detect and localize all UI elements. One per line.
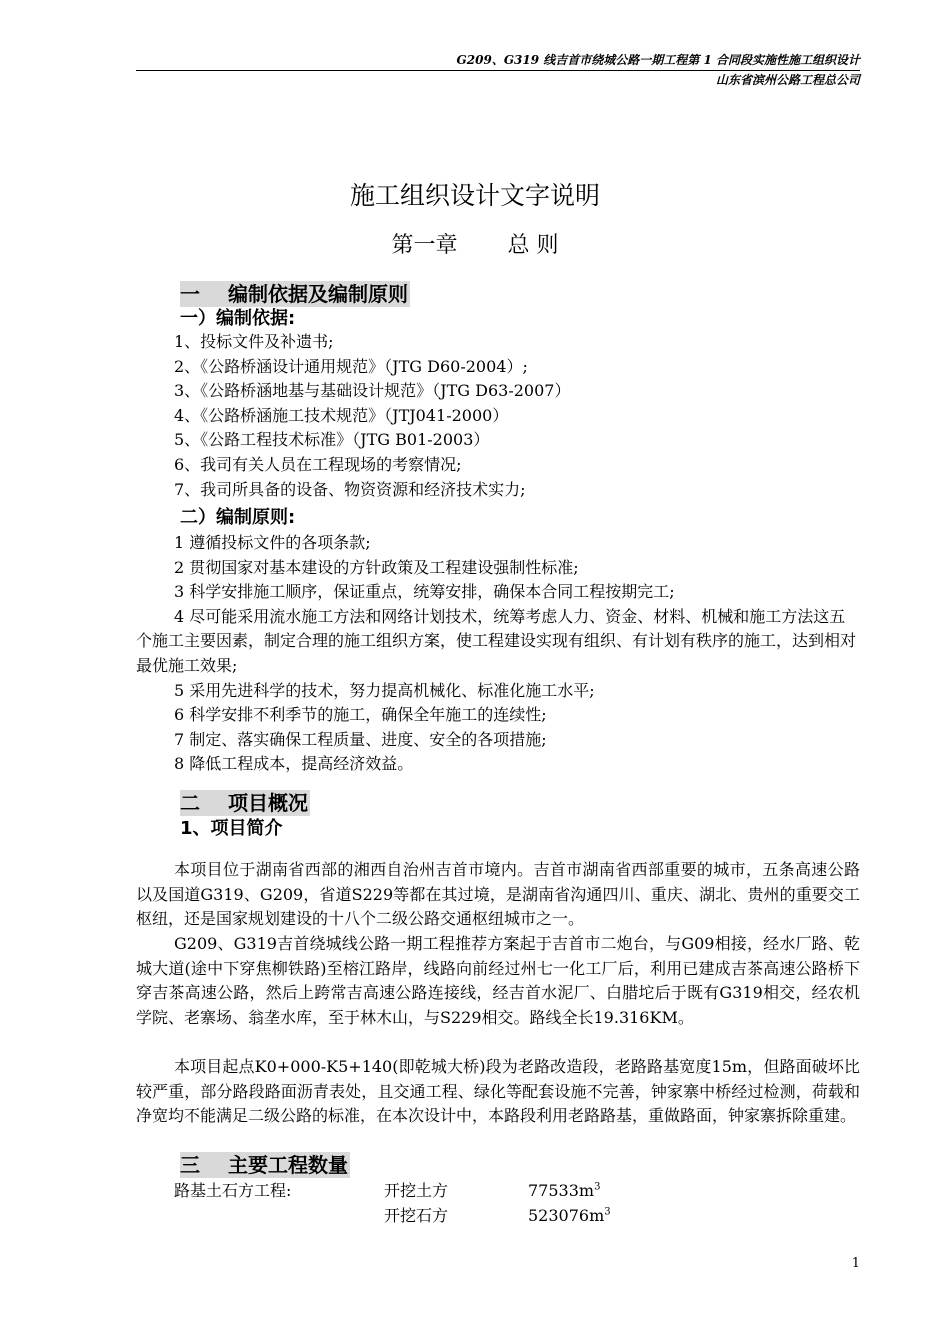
document-title: 施工组织设计文字说明: [349, 181, 600, 210]
list-item: 5、《公路工程技术标准》（JTG B01-2003）: [174, 430, 490, 450]
chapter-label: 第一章: [391, 233, 458, 258]
subsection-principle-title: 二）编制原则:: [180, 507, 296, 528]
list-item: 4 尽可能采用流水施工方法和网络计划技术，统筹考虑人力、资金、材料、机械和施工方法这五个施工主要因素，制定合理的施工组织方案，使工程建设实现有组织、有计划有秩序的施工，达到相对最优施工效果;: [136, 606, 857, 675]
list-item: 7 制定、落实确保工程质量、进度、安全的各项措施;: [174, 729, 547, 749]
header-rule: [136, 70, 860, 71]
subsection-intro-title: 1、项目简介: [180, 818, 283, 839]
list-item: 1 遵循投标文件的各项条款;: [174, 533, 371, 552]
section-heading-1: 一 编制依据及编制原则: [180, 282, 408, 306]
list-item: 5 采用先进科学的技术，努力提高机械化、标准化施工水平;: [174, 680, 595, 700]
section-heading-2: 二 项目概况: [180, 791, 308, 815]
paragraph: 本项目起点K0+000-K5+140(即乾城大桥)段为老路改造段，老路路基宽度15m，但路面破坏比较严重，部分路段路面沥青表处，且交通工程、绿化等配套设施不完善，钟家寨中桥经过检测，荷载和净宽均不能满足二级公路的标准，在本次设计中，本路段利用老路路基，重做路面，钟家寨拆除重建。: [136, 1057, 860, 1126]
page-number: 1: [851, 1256, 860, 1271]
chapter-name: 总 则: [507, 233, 559, 258]
running-header-title: G209、G319 线吉首市绕城公路一期工程第 1 合同段实施性施工组织设计: [456, 53, 860, 67]
paragraph: 本项目位于湖南省西部的湘西自治州吉首市境内。吉首市湖南省西部重要的城市，五条高速公路以及国道G319、G209，省道S229等都在其过境，是湖南省沟通四川、重庆、湖北、贵州的重要交工枢纽，还是国家规划建设的十八个二级公路交通枢纽城市之一。: [136, 860, 860, 929]
quantity-item: 开挖石方: [384, 1206, 449, 1225]
quantity-item: 开挖土方: [384, 1181, 449, 1200]
list-item: 3 科学安排施工顺序，保证重点，统筹安排，确保本合同工程按期完工;: [174, 582, 675, 602]
list-item: 8 降低工程成本，提高经济效益。: [174, 754, 414, 774]
chapter-title: [0, 228, 950, 259]
list-item: 1、投标文件及补遗书;: [174, 332, 334, 351]
list-item: 3、《公路桥涵地基与基础设计规范》（JTG D63-2007）: [174, 381, 571, 401]
list-item: 2 贯彻国家对基本建设的方针政策及工程建设强制性标准;: [174, 557, 579, 577]
running-header-company: 山东省滨州公路工程总公司: [715, 73, 860, 87]
list-item: 7、我司所具备的设备、物资资源和经济技术实力;: [174, 479, 526, 499]
quantity-value: $523076m^3$: [528, 1206, 611, 1225]
list-item: 6、我司有关人员在工程现场的考察情况;: [174, 454, 462, 474]
section-heading-3: 三 主要工程数量: [180, 1153, 348, 1177]
principle-list: [136, 531, 858, 777]
paragraph: G209、G319吉首绕城线公路一期工程推荐方案起于吉首市二炮台，与G09相接，经水厂路、乾城大道(途中下穿焦柳铁路)至榕江路岸，线路向前经过州七一化工厂后，利用已建成吉茶高速公路桥下穿吉茶高速公路，然后上跨常吉高速公路连接线，经吉首水泥厂、白腊坨后于既有G319相交，经农机学院、老寨场、翁垄水库，至于林木山，与S229相交。路线全长19.316KM。: [136, 934, 860, 1027]
list-item: 4、《公路桥涵施工技术规范》（JTJ041-2000）: [174, 405, 509, 425]
subsection-basis-title: 一）编制依据:: [180, 308, 296, 329]
list-item: 6 科学安排不利季节的施工，确保全年施工的连续性;: [174, 705, 547, 725]
quantity-category: 路基土石方工程:: [174, 1181, 292, 1200]
list-item: 2、《公路桥涵设计通用规范》（JTG D60-2004）;: [174, 356, 528, 376]
quantity-value: $77533m^3$: [528, 1181, 601, 1200]
basis-list: [174, 330, 570, 502]
